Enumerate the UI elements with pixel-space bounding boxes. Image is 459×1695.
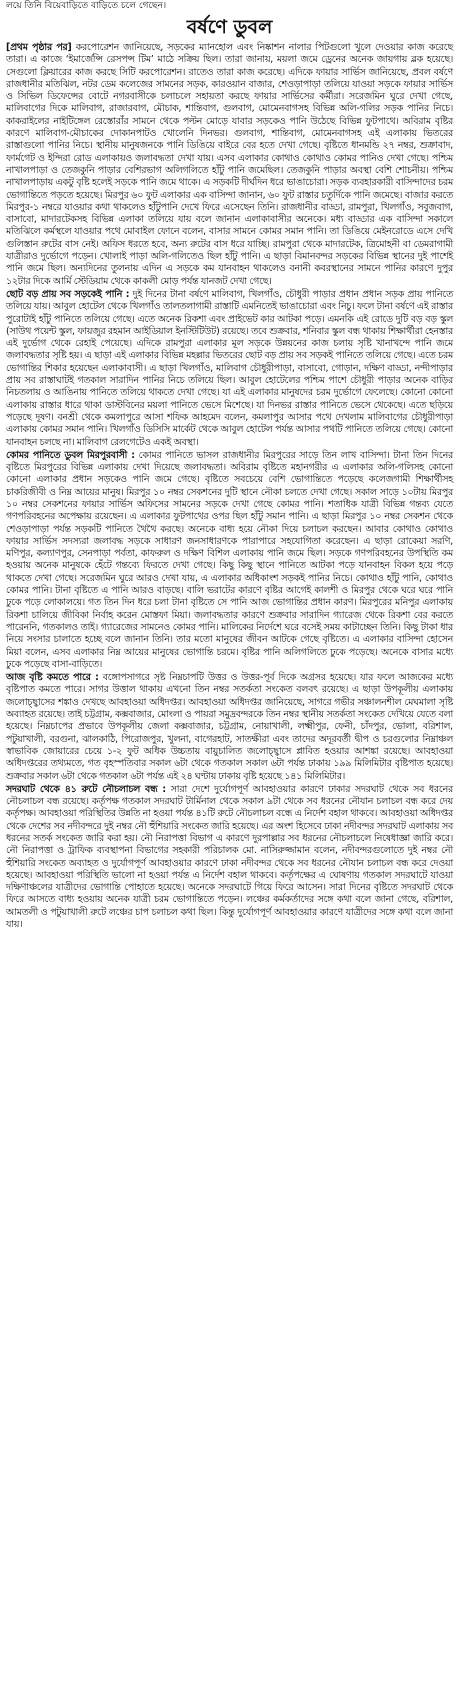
paragraph-text: করপোরেশন জানিয়েছে, সড়কের ম্যানহোল এবং নিষ্কাশন নালার পিটগুলো খুলে দেওয়ার কাজ করেছে তারা। এ কাজে ‘ইমার্জেন্সি রেসপন্স টিম’ মাঠে সক্রিয় ছিল। তারা জানায়, ময়লা জমে ড্রেনের অনেক জায়গায় ব্লক হয়েছে। সেগুলো ক্লিয়ারের কাজ করছে সিটি করপোরেশন। রাতেও তারা কাজ করেছে। এদিকে ফায়ার সার্ভিস জানিয়েছে, প্রবল বর্ষণে রাজধানীর মতিঝিল, নটর ডেম কলেজের সামনের সড়ক, কারওয়ান বাজার, শেওড়াপাড়া তলিয়ে যাওয়া সড়কে ফায়ার সার্ভিস ও সিভিল ডিফেন্সের বোটে নগরবাসীকে চলাচলে সহায়তা করছে ফায়ার সার্ভিসের কর্মীরা। সরেজমিন ঘুরে দেখা গেছে, মালিবাগের দিকে মালিবাগ, রাজারবাগ, মৌচাক, শান্তিবাগ, গুলবাগ, মোমেনবাগসহ বিভিন্ন অলি-গলির সড়ক পানির নিচে। কাকরাইলের নাইটিঙ্গেল রেস্তোরাঁর সামনে থেকে পল্টন মোড়ে যাবার সড়কেও পানি উঠেছে বিভিন্ন ফুটপাথে। অবিরাম বৃষ্টির কারণে মালিবাগ-মৌচাকের দোকানপাটও খোলেনি দিনভর। গুলবাগ, শান্তিবাগ, মোমেনবাগসহ এই এলাকায় ভিতরের রাস্তাগুলো পানির নিচে। স্থানীয় মানুষজনকে পানি ডিঙিয়ে বাইরে বের হতে দেখা গেছে। বৃষ্টিতে ধানমন্ডি ২৭ নম্বর, শুক্রাবাদ, ফার্মগেট ও ইন্দিরা রোড এলাকায়ও জলাবদ্ধতা দেখা যায়। এসব এলাকার কোথাও কোথাও কোমর পানিও দেখা গেছে। পশ্চিম নাখালপাড়া ও তেজকুনি পাড়ার বেশিরভাগ অলিগলিতে হাঁটু পানি জমেছিল। তেজকুনি পাড়ার অবস্থা বেশি শোচনীয়। পশ্চিম নাখালপাড়ায় একটু বৃষ্টি হলেই সড়কে পানি জমে থাকে। এ সড়কটি দীর্ঘদিন ধরে ভাঙাচোরা। সড়ক ব্যবহারকারী বাসিন্দাদের চরম ভোগান্তিতে পড়তে হয়েছে। মিরপুর ৬০ ফুট এলাকার এক বাসিন্দা জানান, ৬০ ফুট রাস্তার চতুর্দিকে পানি জমেছে। বাজার করতে মিরপুর-১ নম্বরে যাওয়ার কথা থাকলেও হাঁটুপানি দেখে ফিরে এসেছেন তিনি। রাজধানীর বাড্ডা, রামপুরা, খিলগাঁও, সবুজবাগ, বাসাবো, মাদারটেকসহ বিভিন্ন এলাকা তলিয়ে যায় বলে জানান এলাকাবাসীর অনেকে। মধ্য বাড্ডার এক বাসিন্দা সকালে মতিঝিলে কর্মস্থলে যাওয়ার পথে মোবাইল ফোনে বলেন, বাসার সামনে কোমর সমান পানি। তা ডিঙিয়ে মেইনরোডে এসে দেখি গুলিস্তান রুটের বাস নেই। অফিস ধরতে হবে, অন্য রুটের বাস ধরে যাচ্ছি। রামপুরা থেকে মাদারটেক, ত্রিমোহনী বা ডেমরাগামী যাত্রীরাও দুর্ভোগে পড়েন। খোলাই পাড়া অলি-গলিতেও ছিল হাঁটু পানি। এ ছাড়া বিমানবন্দর সড়কের বিভিন্ন স্থানের দুই পাশেই পানি জমে ছিল। অন্যদিনের তুলনায় এদিন এ সড়কে কম যানবাহন থাকলেও বনানী কবরস্থানের সামনে পানির কারণে দুপুর ১২টার দিকে আর্মি স্টেডিয়াম থেকে কাকলী মোড় পর্যন্ত যানজট দেখা গেছে। (6, 42, 453, 287)
paragraph-forecast (6, 672, 453, 783)
subheading-sadarghat: সদরঘাট থেকে ৪১ রুটে নৌচলাচল বন্ধ : (6, 783, 166, 795)
article-body (6, 42, 453, 931)
paragraph-continuation (6, 42, 453, 288)
subheading-roads: ছোট বড় প্রায় সব সড়কেই পানি : (6, 288, 130, 300)
paragraph-sadarghat (6, 784, 453, 932)
paragraph-lead: [প্রথম পৃষ্ঠার পর] (6, 42, 72, 53)
paragraph-text: বঙ্গোপসাগরে সৃষ্ট নিম্নচাপটি উত্তর ও উত্তর-পূর্ব দিকে অগ্রসর হয়েছে। যার ফলে আজকের মধ্যে বৃষ্টিপাত কমতে পারে। সাগর উত্তাল থাকায় এখনো তিন নম্বর সতর্কতা সংকেত বলবৎ রয়েছে। এ ছাড়া উপকূলীয় এলাকায় জলোচ্ছ্বাসের শঙ্কাও দেখছে আবহাওয়া অধিদপ্তর। আবহাওয়া অধিদপ্তর জানিয়েছে, সাগরে গভীর সঞ্চালনশীল মেঘমালা সৃষ্টি অব্যাহত রয়েছে। তাই চট্টগ্রাম, কক্সবাজার, মোংলা ও পায়রা সমুদ্রবন্দরকে তিন নম্বর স্থানীয় সতর্কতা সংকেত দেখিয়ে যেতে বলা হয়েছে। নিম্নচাপের প্রভাবে উপকূলীয় জেলা কক্সবাজার, চট্টগ্রাম, নোয়াখালী, লক্ষ্মীপুর, ফেনী, চাঁদপুর, ভোলা, বরিশাল, পটুয়াখালী, বরগুনা, ঝালকাঠি, পিরোজপুর, খুলনা, বাগেরহাট, সাতক্ষীরা এবং তাদের অদূরবর্তী দ্বীপ ও চরগুলোর নিম্নাঞ্চল স্বাভাবিক জোয়ারের চেয়ে ১-২ ফুট অধিক উচ্চতায় বায়ুচালিত জলোচ্ছ্বাসে প্লাবিত হওয়ার আশঙ্কা রয়েছে। আবহাওয়া অধিদপ্তরের তথ্যমতে, গত বৃহস্পতিবার সকাল ৬টা থেকে গতকাল সকাল ৬টা পর্যন্ত ঢাকায় ১৯৯ মিলিমিটার বৃষ্টিপাত হয়েছে। শুক্রবার সকাল ৬টা থেকে গতকাল ৬টা পর্যন্ত এই ২৪ ঘণ্টায় ঢাকায় বৃষ্টি হয়েছে ১৪১ মিলিমিটার। (6, 672, 453, 782)
headline: বর্ষণে ডুবল (186, 16, 273, 38)
subheading-mirpur: কোমর পানিতে ডুবল মিরপুরবাসী : (6, 449, 135, 461)
subheading-forecast: আজ বৃষ্টি কমতে পারে : (6, 672, 99, 684)
paragraph-roads (6, 289, 453, 449)
paragraph-text: দুই দিনের টানা বর্ষণে মালিবাগ, খিলগাঁও, চৌধুরী পাড়ার প্রধান প্রধান সড়ক প্রায় পানিতে তলিয়ে যায়। আবুল হোটেল থেকে খিলগাঁও তালতলাগামী রাস্তাটি এমনিতেই ভাঙাচোরা এবং নিচু। ফলে টানা বর্ষণে এই রাস্তার পুরোটাই হাঁটু পানিতে তলিয়ে গেছে। এতে অনেক রিকশা এবং প্রাইভেট কার আটকা পড়ে। এমনকি এই রোডে দুটি বড় বড় স্কুল (সাউথ পয়েন্ট স্কুল, ফায়জুর রহমান আইডিয়াল ইনস্টিটিউট) রয়েছে। তবে শুক্রবার, শনিবার স্কুল বন্ধ থাকায় শিক্ষার্থীরা হেনস্তার এই দুর্ভোগ থেকে রেহাই পেয়েছে। এদিকে রামপুরা এলাকার মূল সড়কে উন্নয়নের কাজ চলায় সৃষ্টি খানাখন্দে পানি জমে জলাবদ্ধতার সৃষ্টি হয়। এ ছাড়া এই এলাকার বিভিন্ন মহল্লার ভিতরের ছোট বড় প্রায় সব সড়কই পানিতে তলিয়ে গেছে। এতে চরম ভোগান্তির শিকার হয়েছেন এলাকাবাসী। এ ছাড়া খিলগাঁও, মালিবাগ চৌধুরীপাড়া, বাসাবো, গোড়ান, দক্ষিণ বাড্ডা, নন্দীপাড়ার প্রায় সব রাস্তাঘাটই গতকাল সারাদিন পানির নিচে তলিয়ে ছিল। আবুল হোটেলের পশ্চিম পাশে চৌধুরী পাড়ার অনেক বাড়ির নিচতলায় ও আঙিনায় পানিতে তলিয়ে থাকতে দেখা গেছে। যা এই এলাকার মানুষদের চরম দুর্ভোগে ফেলেছে। কোনো কোনো এলাকায় রাস্তার ধারে থাকা ডাস্টবিনের ময়লা পানিতে ভেসে মিশেছে। যা দিনভর রাস্তার পানিতে ভেসে থেকেছে। এতে ছড়িয়ে পড়েছে দূষণ। বনশ্রী থেকে কমলাপুরে আসা শফিক আহমেদ বলেন, কমলাপুর আসার পথে দেখলাম মালিবাগের চৌধুরীপাড়া এলাকায় কোমর সমান পানি। খিলগাঁও ডিসিসি মার্কেট থেকে আবুল হোটেল পর্যন্ত আসার পথটি পানিতে তলিয়ে গেছে। কোনো যানবাহন চলছে না। মালিবাগ রেলগেটেও একই অবস্থা। (6, 288, 453, 448)
paragraph-mirpur (6, 450, 453, 671)
previous-article-fragment: লয়ে তিনি বিয়েবাড়িতে বাড়িতে চলে গেছেন। (6, 1, 167, 11)
paragraph-text: সারা দেশে দুর্যোগপূর্ণ আবহাওয়ার কারণে ঢাকার সদরঘাট থেকে সব ধরনের নৌচলাচল বন্ধ রয়েছে। কর্তৃপক্ষ গতকাল সদরঘাট টার্মিনাল থেকে সকাল ৯টা থেকে সব ধরনের নৌযান চলাচল বন্ধ করে দেয় কর্তৃপক্ষ। আবহাওয়া পরিস্থিতির উন্নতি না হওয়া পর্যন্ত ৪১টি রুটে নৌচলাচল বন্ধে এ নির্দেশ বহাল থাকবে। আবহাওয়া অধিদপ্তর থেকে দেশের সব নদীবন্দরে দুই নম্বর নৌ হুঁশিয়ারি সংকেত জারি হয়েছে। এর অংশ হিসেবে ঢাকা নদীবন্দর সদরঘাট এলাকায় সব ধরনের সতর্ক সংকেত জারি করা হয়। নৌ নিরাপত্তা বিভাগ এ কারণে দুরপাল্লার সব ধরনের নৌচলাচলে নিষেধাজ্ঞা জারি করে। নৌ নিরাপত্তা ও ট্রাফিক ব্যবস্থাপনা বিভাগের সহকারী পরিচালক মো. নাসিরুজ্জামান বলেন, নদীবন্দরগুলোতে দুই নম্বর নৌ হুঁশিয়ারি সংকেত অব্যাহত ও দুর্যোগপূর্ণ আবহাওয়ার কারণে ঢাকা নদীবন্দর থেকে সব ধরনের নৌযান চলাচল বন্ধ করে দেওয়া হয়েছে। আবহাওয়া পরিস্থিতি ভালো না হওয়া পর্যন্ত এ নির্দেশ বহাল থাকবে। কর্তৃপক্ষের এ ঘোষণায় গতকাল সদরঘাটে যাওয়া দক্ষিণাঞ্চলের যাত্রীদের ভোগান্তি পোহাতে হয়েছে। অনেকে সদরঘাটে গিয়ে ফিরে আসেন। সারা দিনের বৃষ্টিতে সদরঘাট থেকে ফিরে আসতে বাধ্য হওয়ায় অনেক যাত্রী চরম ভোগান্তিতে পড়েন। লঞ্চের কর্মকর্তাদের সঙ্গে কথা বলে জানা গেছে, বরিশাল, আমতলী ও পটুয়াখালী রুটে লঞ্চের চাপ চলাচল কথা ছিল। কিন্তু দুর্যোগপূর্ণ আবহাওয়ার কারণে যাত্রীদের সঙ্গে কথা বলে জানা যায়। (6, 783, 453, 931)
paragraph-text: কোমর পানিতে ভাসল রাজধানীর মিরপুরের সাড়ে তিন লাখ বাসিন্দা। টানা তিন দিনের বৃষ্টিতে মিরপুরের বিভিন্ন এলাকায় দেখা দিয়েছে জলাবদ্ধতা। অবিরাম বৃষ্টিতে মহানগরীর এ এলাকার অলি-গলিসহ কোনো কোনো এলাকার প্রধান সড়কেও পানি জমে গেছে। বৃষ্টিতে সবচেয়ে বেশি ভোগান্তিতে পড়েছে কলেজগামী শিক্ষার্থীসহ চাকরিজীবী ও নিম্ন আয়ের মানুষ। মিরপুর ১০ নম্বর সেকশনের দুটি স্থানে নৌকা চলতে দেখা গেছে। সকাল সাড়ে ১০টায় মিরপুর ১০ নম্বর সেকশনের ফায়ার সার্ভিস অফিসের সামনের সড়কে দেখা গেছে কোমর পানি। শতাধিক যাত্রী বিভিন্ন গন্তব্য যেতে গণপরিবহনের অপেক্ষায় রয়েছেন। এ এলাকার ফুটপাথের ওপর ছিল হাঁটু সমান পানি। এ ছাড়া মিরপুর ১০ নম্বর সেকশন থেকে শেওড়াপাড়া পর্যন্ত সড়কটি পানিতে থৈথৈ করছে। অনেকে বাধ্য হয়ে নৌকা দিয়ে চলাচল করছেন। আবার কোথাও কোথাও ফায়ার সার্ভিস সদস্যরা জলাবদ্ধ সড়কে সাধারণ জনসাধারণকে পারাপারে সহযোগিতা করেছেন। এ ছাড়া রোকেয়া সরণি, মণিপুর, কল্যাণপুর, সেনপাড়া পর্বতা, কাফরুল ও দক্ষিণ বিশিল এলাকায় পানি জমে ছিল। সড়কে গণপরিবহনের উপস্থিতি কম হওয়ায় অনেক মানুষকে হেঁটে গন্তব্যে ফিরতে দেখা গেছে। কিছু কিছু স্থানে পানিতে আটকা পড়ে যানবাহন বিকল হয়ে পড়ে থাকতে দেখা গেছে। সরেজমিন ঘুরে আরও দেখা যায়, এ এলাকার অধিকাংশ সড়কই পানির নিচে। কোথাও হাঁটু পানি, কোথাও কোমর পানি। টানা বৃষ্টিতে এ পানি আরও বাড়ছে। বালি ভরাটের কারণে বৃষ্টির আগেই কালশী ও মিরপুর থেকে ঘরে ঘরে পানি ঢুকে পড়ে লোকালয়ে। গত তিন দিন ধরে চলা টানা বৃষ্টিতে সে পানি আজ ভোগান্তির প্রধান কারণ। মিরপুরের মনিপুর এলাকায় রিকশা চালিয়ে জীবিকা নির্বাহ করেন মোস্তফা মিয়া। জলাবদ্ধতার কারণে শুক্রবার সারাদিন গ্যারেজ থেকে রিকশা বের করতে পারেননি, গতকালও তাই। গ্যারেজের সামনেও কোমর পানি। মালিকের নির্দেশে ঘরে বসেই সময় কাটাচ্ছেন তিনি। কিছু টাকা ধার নিয়ে সংসার চালাতে হচ্ছে বলে জানান তিনি। তার মতো মানুষের জীবন আটকে গেছে বৃষ্টিতে। এ এলাকার বাসিন্দা হোসেন মিয়া বলেন, এসব এলাকার নিম্ন আয়ের মানুষের ভোগান্তি চরমে। বৃষ্টির পানি অলিগলিতে ঢুকে পড়েছে। অনেকে বাসার মধ্যে ঢুকে পড়েছে বাসা-বাড়িতে। (6, 449, 453, 670)
